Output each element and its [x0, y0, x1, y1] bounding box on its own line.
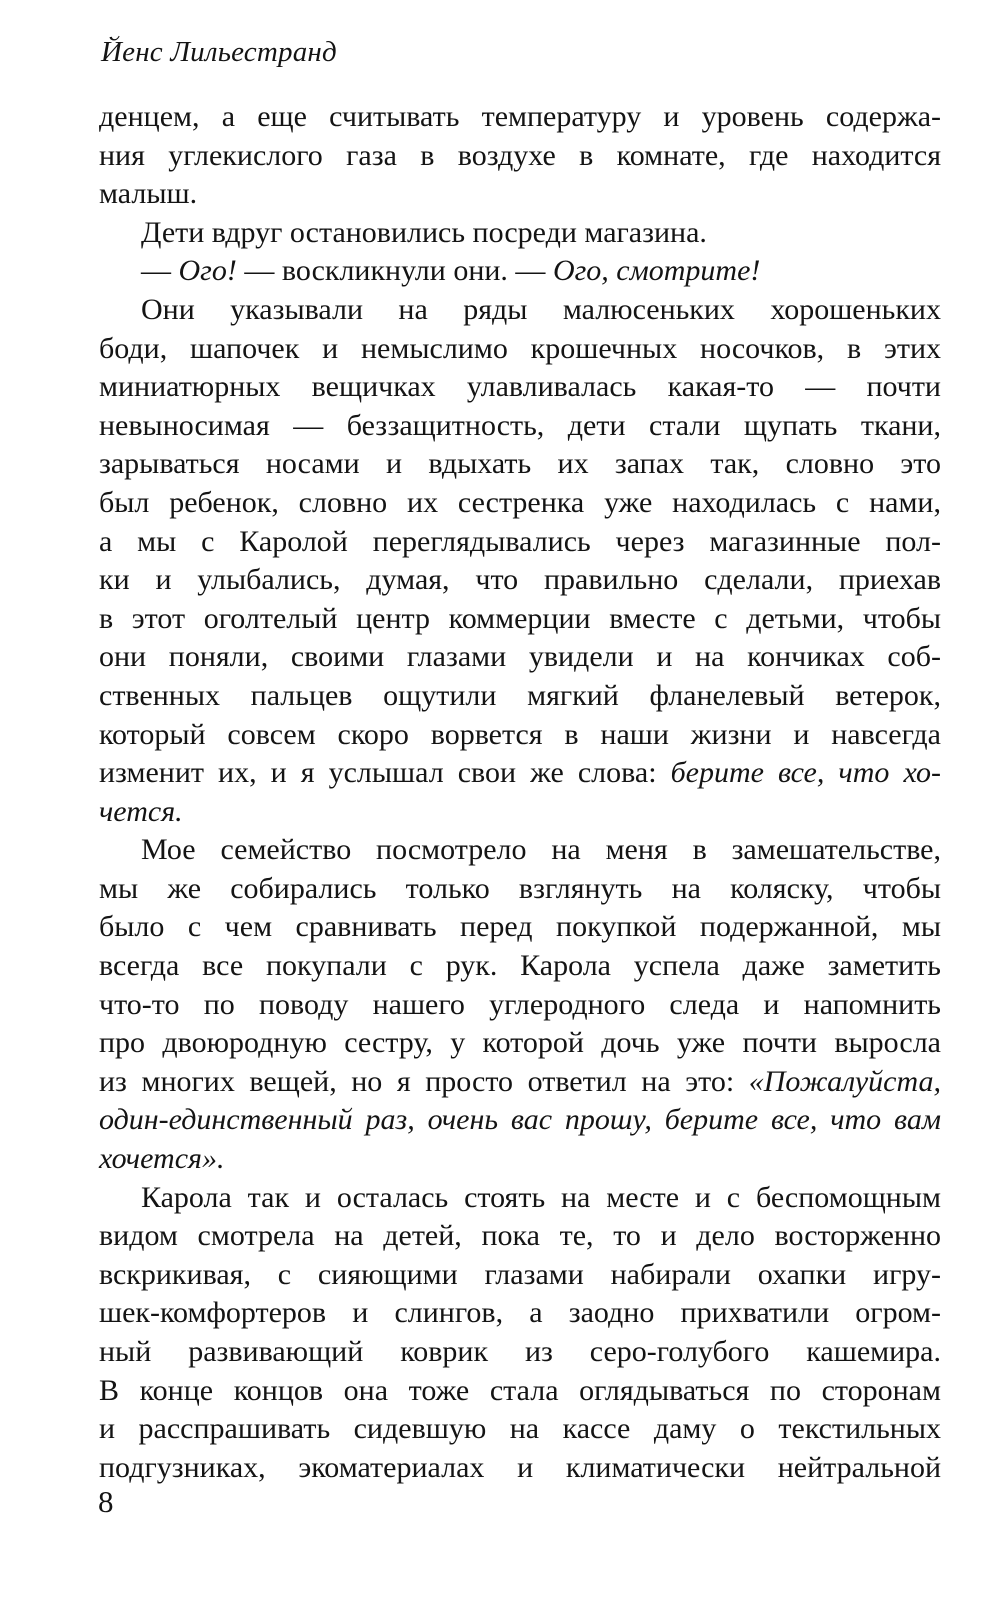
text-segment: изменит их, и я услышал свои же слова: [99, 756, 671, 790]
text-line [99, 252, 941, 291]
text-line: ния углекислого газа в воздухе в комнате, где находится [99, 138, 941, 172]
running-head-author: Йенс Лильестранд [101, 36, 337, 68]
dialogue-text: — воскликнули они. — [236, 254, 553, 288]
italic-text: Ого! [178, 254, 237, 288]
page-number: 8 [98, 1484, 114, 1519]
text-line: хочется». [99, 1142, 225, 1176]
text-segment: из многих вещей, но я просто ответил на это: [99, 1064, 749, 1098]
text-line: ственных пальцев ощутили мягкий фланелевый ветерок, [99, 678, 941, 712]
text-line: всегда все покупали с рук. Карола успела даже заметить [99, 949, 941, 983]
text-line: денцем, а еще считывать температуру и уровень содержа- [99, 100, 941, 133]
text-line: вскрикивая, с сияющими глазами набирали охапки игру- [99, 1257, 941, 1291]
text-line: про двоюродную сестру, у которой дочь уже почти выросла [99, 1026, 941, 1060]
body-text [99, 98, 941, 1487]
text-line [99, 1063, 941, 1102]
text-line: один-единственный раз, очень вас прошу, берите все, что вам [99, 1103, 941, 1137]
text-line: Мое семейство посмотрело на меня в замешательстве, [141, 833, 941, 867]
text-line: зарываться носами и вдыхать их запах так, словно это [99, 447, 941, 481]
text-line: они поняли, своими глазами увидели и на кончиках соб- [99, 640, 941, 674]
text-line: был ребенок, словно их сестренка уже находилась с нами, [99, 485, 941, 519]
text-line: миниатюрных вещичках улавливалась какая-то — почти [99, 370, 941, 404]
text-line: а мы с Каролой переглядывались через магазинные пол- [99, 524, 941, 558]
text-line: ный развивающий коврик из серо-голубого кашемира. [99, 1335, 941, 1368]
italic-text: «Пожалуйста, [748, 1064, 941, 1098]
text-line: мы же собирались только взглянуть на коляску, чтобы [99, 871, 941, 905]
text-line: который совсем скоро ворвется в наши жизни и навсегда [99, 717, 941, 751]
italic-text: берите все, что хо- [670, 756, 942, 790]
text-line: Дети вдруг остановились посреди магазина. [141, 215, 707, 249]
text-line: и расспрашивать сидевшую на кассе даму о текстильных [99, 1412, 941, 1446]
text-line: было с чем сравнивать перед покупкой подержанной, мы [99, 910, 941, 944]
text-line: что-то по поводу нашего углеродного следа и напомнить [99, 987, 941, 1021]
text-line: подгузниках, экоматериалах и климатически нейтральной [99, 1450, 941, 1484]
italic-text: Ого, смотрите! [552, 254, 761, 288]
text-line: в этот оголтелый центр коммерции вместе с детьми, чтобы [99, 601, 941, 635]
text-line: В конце концов она тоже стала оглядываться по сторонам [99, 1373, 941, 1407]
text-line: боди, шапочек и немыслимо крошечных носочков, в этих [99, 331, 941, 365]
text-line: ки и улыбались, думая, что правильно сделали, приехав [99, 563, 941, 597]
text-line: малыш. [99, 177, 198, 211]
text-line: чется. [99, 794, 183, 828]
dialogue-dash: — [141, 254, 179, 288]
text-line: невыносимая — беззащитность, дети стали щупать ткани, [99, 408, 941, 442]
text-line: видом смотрела на детей, пока те, то и дело восторженно [99, 1219, 941, 1253]
text-line: шек-комфортеров и слингов, а заодно прихватили огром- [99, 1296, 941, 1330]
text-line: Они указывали на ряды малюсеньких хорошеньких [141, 292, 941, 326]
text-line: Карола так и осталась стоять на месте и с беспомощным [141, 1180, 941, 1214]
text-line [99, 754, 941, 793]
